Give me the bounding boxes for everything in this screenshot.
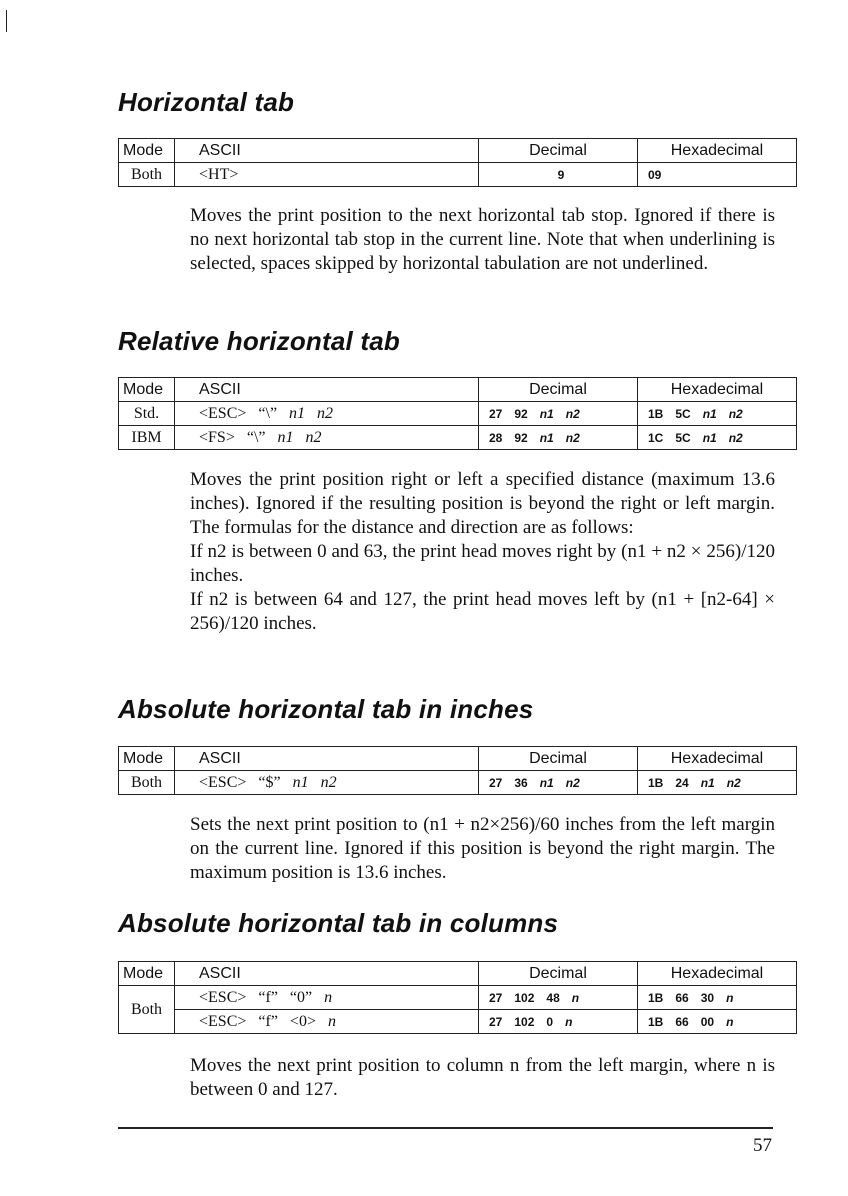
header-hex: Hexadecimal: [638, 747, 797, 771]
header-mode: Mode: [119, 747, 175, 771]
hex-cell: 1B 66 00 n: [638, 1010, 797, 1034]
header-ascii: ASCII: [175, 747, 479, 771]
table-header-row: [119, 962, 797, 986]
ascii-cell: <HT>: [175, 163, 479, 187]
table-row: [119, 1010, 797, 1034]
section-title: Relative horizontal tab: [118, 326, 400, 356]
section-description: [190, 1054, 775, 1102]
header-decimal: Decimal: [479, 747, 638, 771]
header-mode: Mode: [119, 139, 175, 163]
section-description: [190, 468, 775, 636]
hex-cell: 09: [638, 163, 797, 187]
command-table: [118, 746, 797, 795]
description-paragraph: If n2 is between 0 and 63, the print head moves right by (n1 + n2 × 256)/120 inches.: [190, 541, 775, 586]
description-paragraph: If n2 is between 64 and 127, the print head moves left by (n1 + [n2-64] × 256)/120 inches.: [190, 589, 775, 634]
command-table: [118, 377, 797, 450]
table-row: [119, 426, 797, 450]
section-relative-horizontal-tab: [118, 325, 775, 634]
decimal-cell: 27 102 0 n: [479, 1010, 638, 1034]
header-decimal: Decimal: [479, 378, 638, 402]
decimal-cell: 27 102 48 n: [479, 986, 638, 1010]
description-paragraph: Moves the print position to the next horizontal tab stop. Ignored if there is no next horizontal tab stop in the current line. Note that when underlining is selected, spaces skipped by horizontal tabulation are not underlined.: [190, 205, 775, 274]
description-paragraph: Sets the next print position to (n1 + n2×256)/60 inches from the left margin on the current line. Ignored if this position is beyond the right margin. The maximum position is 13.6 inches.: [190, 814, 775, 883]
table-row: [119, 402, 797, 426]
hex-cell: 1C 5C n1 n2: [638, 426, 797, 450]
section-absolute-tab-inches: [118, 693, 775, 883]
header-hex: Hexadecimal: [638, 378, 797, 402]
decimal-cell: 9: [479, 163, 638, 187]
table-row: [119, 771, 797, 795]
table-header-row: [119, 378, 797, 402]
table-row: [119, 163, 797, 187]
ascii-cell: <ESC> “f” <0> n: [175, 1010, 479, 1034]
table-row: [119, 986, 797, 1010]
header-ascii: ASCII: [175, 139, 479, 163]
decimal-cell: 27 92 n1 n2: [479, 402, 638, 426]
header-mode: Mode: [119, 378, 175, 402]
header-hex: Hexadecimal: [638, 962, 797, 986]
header-hex: Hexadecimal: [638, 139, 797, 163]
table-header-row: [119, 139, 797, 163]
table-header-row: [119, 747, 797, 771]
section-description: [190, 813, 775, 885]
mode-cell: Both: [119, 986, 175, 1034]
section-title: Absolute horizontal tab in inches: [118, 694, 534, 724]
section-description: [190, 204, 775, 276]
header-ascii: ASCII: [175, 378, 479, 402]
ascii-cell: <FS> “\” n1 n2: [175, 426, 479, 450]
command-table: [118, 138, 797, 187]
hex-cell: 1B 66 30 n: [638, 986, 797, 1010]
page-number: 57: [753, 1135, 772, 1156]
header-decimal: Decimal: [479, 962, 638, 986]
mode-cell: Both: [119, 771, 175, 795]
hex-cell: 1B 24 n1 n2: [638, 771, 797, 795]
header-ascii: ASCII: [175, 962, 479, 986]
section-horizontal-tab: [118, 86, 775, 274]
ascii-cell: <ESC> “$” n1 n2: [175, 771, 479, 795]
decimal-cell: 28 92 n1 n2: [479, 426, 638, 450]
section-title: Absolute horizontal tab in columns: [118, 908, 559, 938]
ascii-cell: <ESC> “f” “0” n: [175, 986, 479, 1010]
section-title: Horizontal tab: [118, 87, 295, 117]
header-decimal: Decimal: [479, 139, 638, 163]
margin-mark: [6, 10, 7, 32]
section-absolute-tab-columns: [118, 907, 775, 1100]
hex-cell: 1B 5C n1 n2: [638, 402, 797, 426]
decimal-cell: 27 36 n1 n2: [479, 771, 638, 795]
description-paragraph: Moves the print position right or left a specified distance (maximum 13.6 inches). Ignored if the resulting position is beyond the right or left margin. The formulas for the distance and direction are as follows:: [190, 469, 775, 538]
ascii-cell: <ESC> “\” n1 n2: [175, 402, 479, 426]
description-paragraph: Moves the next print position to column n from the left margin, where n is between 0 and 127.: [190, 1055, 775, 1100]
mode-cell: Both: [119, 163, 175, 187]
mode-cell: Std.: [119, 402, 175, 426]
command-table: [118, 961, 797, 1034]
footer-rule: [118, 1127, 773, 1129]
header-mode: Mode: [119, 962, 175, 986]
mode-cell: IBM: [119, 426, 175, 450]
